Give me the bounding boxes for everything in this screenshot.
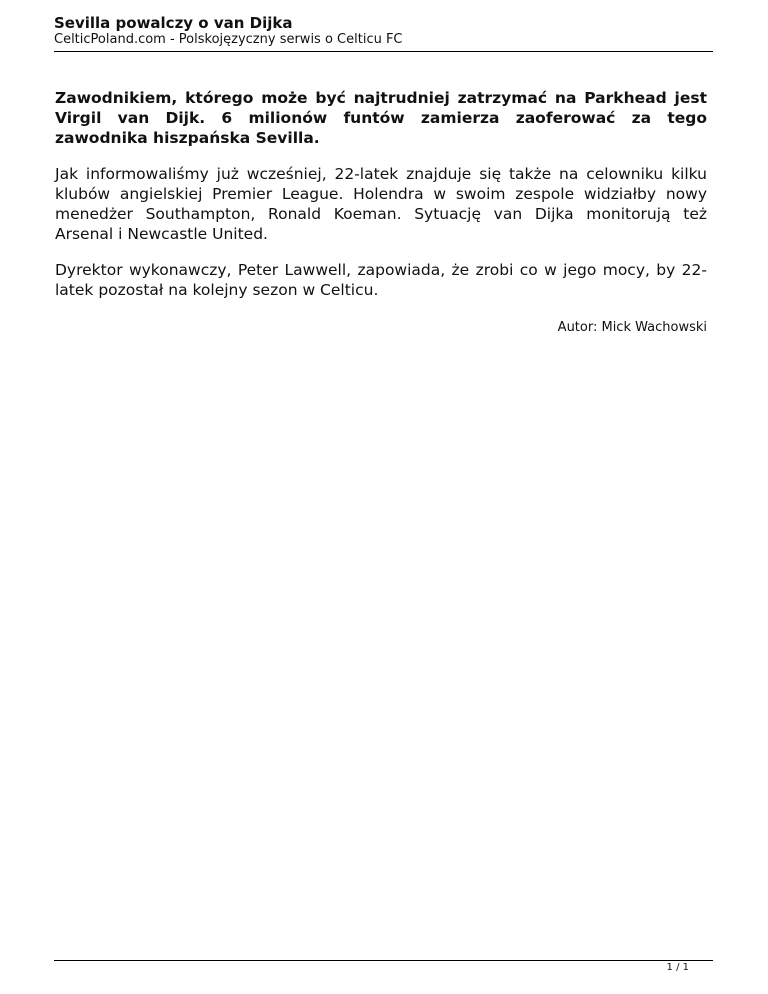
article-author: Autor: Mick Wachowski (557, 320, 707, 335)
article-lead: Zawodnikiem, którego może być najtrudniej zatrzymać na Parkhead jest Virgil van Dijk. 6 milionów funtów zamierza zaoferować za tego zawodnika hiszpańska Sevilla. (55, 89, 707, 147)
site-name: CelticPoland.com - Polskojęzyczny serwis o Celticu FC (54, 32, 403, 47)
article-paragraph-1: Jak informowaliśmy już wcześniej, 22-latek znajduje się także na celowniku kilku klubów angielskiej Premier League. Holendra w swoim zespole widziałby nowy menedżer Southampton, Ronald Koeman. Sytuację van Dijka monitorują też Arsenal i Newcastle United. (55, 165, 707, 243)
page-footer (54, 960, 713, 974)
article-title: Sevilla powalczy o van Dijka (54, 14, 293, 32)
page-header (54, 14, 713, 52)
article-body (55, 88, 707, 336)
article-paragraph-2: Dyrektor wykonawczy, Peter Lawwell, zapowiada, że zrobi co w jego mocy, by 22-latek pozostał na kolejny sezon w Celticu. (55, 261, 707, 299)
page-number: 1 / 1 (666, 962, 689, 973)
